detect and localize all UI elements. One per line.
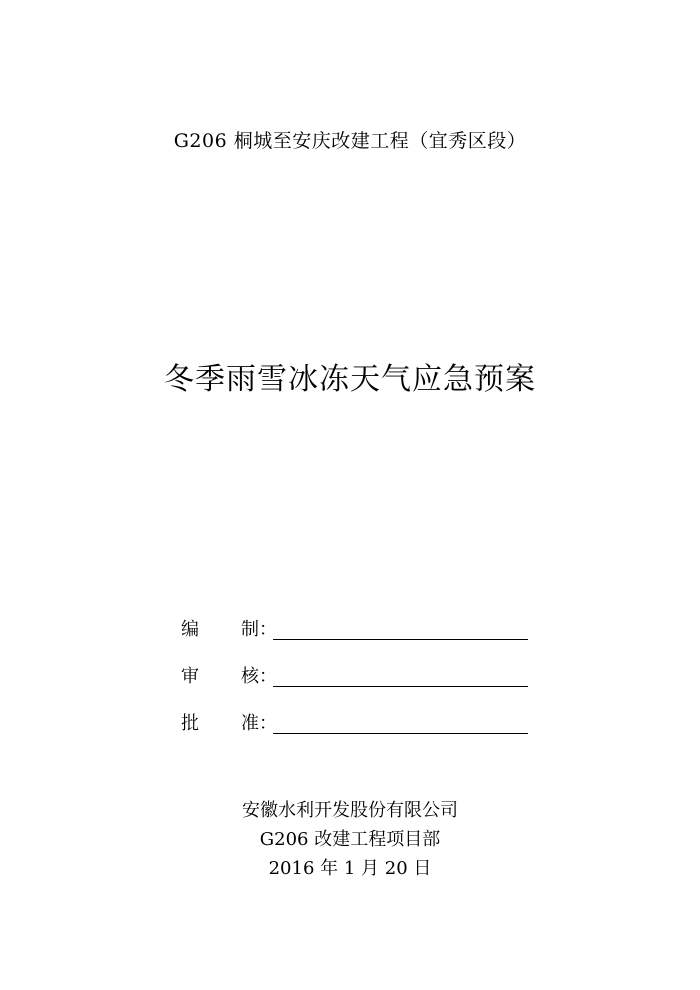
signature-block [181, 596, 541, 737]
signature-colon: ： [259, 619, 277, 640]
signature-label-approve [181, 711, 259, 737]
signature-row-approve [181, 690, 541, 737]
signature-label-char: 批 [181, 713, 199, 734]
signature-line-compile [273, 617, 528, 640]
signature-label-char: 核 [241, 666, 259, 687]
signature-label-char: 审 [181, 666, 199, 687]
document-title: 冬季雨雪冰冻天气应急预案 [164, 362, 536, 397]
signature-line-approve [273, 711, 528, 734]
signature-row-compile [181, 596, 541, 643]
signature-line-review [273, 664, 528, 687]
signature-label-review [181, 664, 259, 690]
signature-label-compile [181, 617, 259, 643]
company-name: 安徽水利开发股份有限公司 [242, 800, 458, 821]
signature-row-review [181, 643, 541, 690]
signature-colon: ： [259, 666, 277, 687]
signature-label-char: 准 [241, 713, 259, 734]
project-title: G206 桐城至安庆改建工程（宜秀区段） [173, 130, 527, 152]
organization-block [0, 796, 700, 883]
signature-label-char: 制 [241, 619, 259, 640]
department-name: G206 改建工程项目部 [259, 829, 441, 850]
document-date: 2016 年 1 月 20 日 [268, 858, 432, 879]
signature-label-char: 编 [181, 619, 199, 640]
signature-colon: ： [259, 713, 277, 734]
